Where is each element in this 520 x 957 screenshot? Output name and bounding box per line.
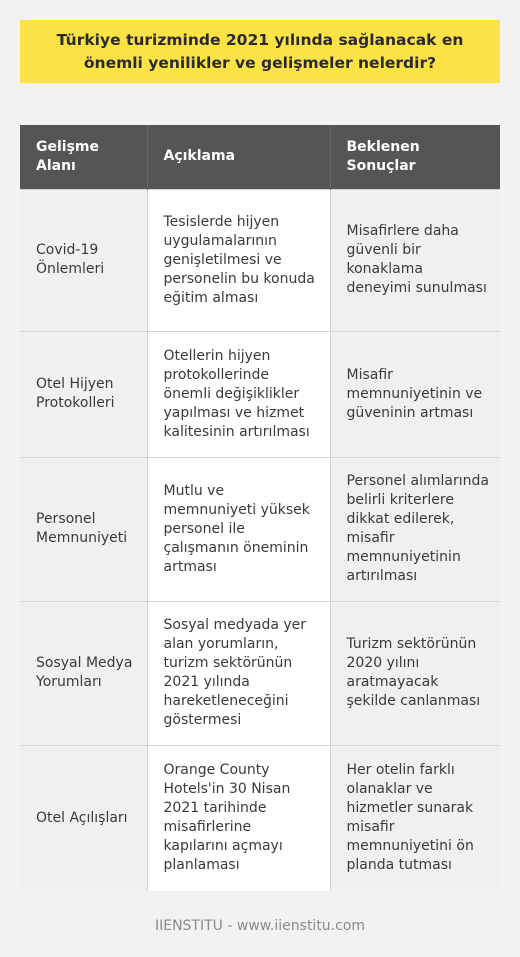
table-header-row xyxy=(20,125,500,189)
table-row xyxy=(20,601,500,745)
cell-area: Otel Açılışları xyxy=(20,745,147,891)
footer-credit: IIENSTITU - www.iienstitu.com xyxy=(154,918,366,934)
table-row xyxy=(20,189,500,331)
table-row xyxy=(20,457,500,601)
cell-description: Sosyal medyada yer alan yorumların, turizm sektörünün 2021 yılında hareketleneceğini göstermesi xyxy=(147,601,330,745)
developments-table xyxy=(20,125,500,891)
cell-result: Misafir memnuniyetinin ve güveninin artması xyxy=(330,331,500,457)
page-title: Türkiye turizminde 2021 yılında sağlanacak en önemli yenilikler ve gelişmeler nelerdir? xyxy=(56,30,464,72)
table-row xyxy=(20,331,500,457)
cell-description: Otellerin hijyen protokollerinde önemli değişiklikler yapılması ve hizmet kalitesinin artırılması xyxy=(147,331,330,457)
cell-area: Covid-19 Önlemleri xyxy=(20,189,147,331)
cell-result: Misafirlere daha güvenli bir konaklama deneyimi sunulması xyxy=(330,189,500,331)
cell-area: Otel Hijyen Protokolleri xyxy=(20,331,147,457)
cell-area: Sosyal Medya Yorumları xyxy=(20,601,147,745)
cell-description: Mutlu ve memnuniyeti yüksek personel ile çalışmanın öneminin artması xyxy=(147,457,330,601)
column-header-description: Açıklama xyxy=(147,125,330,189)
column-header-area: Gelişme Alanı xyxy=(20,125,147,189)
cell-result: Her otelin farklı olanaklar ve hizmetler sunarak misafir memnuniyetini ön planda tutması xyxy=(330,745,500,891)
cell-result: Personel alımlarında belirli kriterlere dikkat edilerek, misafir memnuniyetinin artırılması xyxy=(330,457,500,601)
cell-area: Personel Memnuniyeti xyxy=(20,457,147,601)
cell-result: Turizm sektörünün 2020 yılını aratmayacak şekilde canlanması xyxy=(330,601,500,745)
title-banner xyxy=(20,20,500,83)
column-header-result: Beklenen Sonuçlar xyxy=(330,125,500,189)
table-row xyxy=(20,745,500,891)
cell-description: Orange County Hotels'in 30 Nisan 2021 tarihinde misafirlerine kapılarını açmayı planlaması xyxy=(147,745,330,891)
cell-description: Tesislerde hijyen uygulamalarının genişletilmesi ve personelin bu konuda eğitim alması xyxy=(147,189,330,331)
